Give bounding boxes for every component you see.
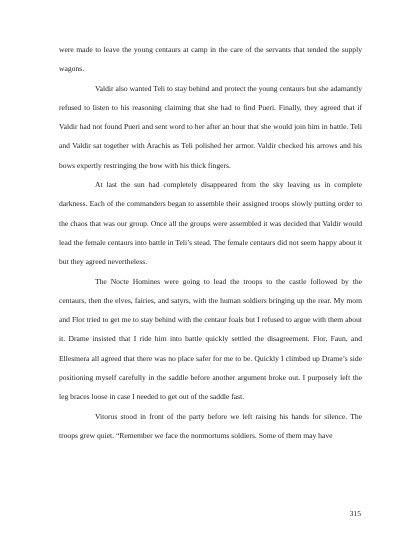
paragraph: At last the sun had completely disappeared from the sky leaving us in complete darkness. Each of the commanders began to assemble their assigned troops slowly putting order to the chaos that was our group. Once all the groups were assembled it was decided that Valdir would lead the female centaurs into battle in Teli’s stead. The female centaurs did not seem happy about it but they agreed nevertheless. bbox=[59, 180, 362, 267]
paragraph: were made to leave the young centaurs at camp in the care of the servants that tended the supply wagons. bbox=[59, 45, 362, 74]
page-number: 315 bbox=[349, 509, 361, 518]
paragraph: The Nocte Homines were going to lead the troops to the castle followed by the centaurs, then the elves, fairies, and satyrs, with the human soldiers bringing up the rear. My mom and Flor tried to get me to stay behind with the centaur foals but I refused to argue with them about it. Drame insisted that I ride him into battle quickly settled the disagreement. Flor, Faun, and Ellesmera all agreed that there was no place safer for me to be. Quickly I climbed up Drame’s side positioning myself carefully in the saddle before another argument broke out. I purposely left the leg braces loose in case I needed to get out of the saddle fast. bbox=[59, 276, 362, 402]
body-text bbox=[59, 40, 362, 445]
paragraph: Vitorus stood in front of the party before we left raising his hands for silence. The troops grew quiet. “Remember we face the nonmortums soldiers. Some of them may have bbox=[59, 411, 362, 440]
paragraph: Valdir also wanted Teli to stay behind and protect the young centaurs but she adamantly refused to listen to his reasoning claiming that she had to find Pueri. Finally, they agreed that if Valdir had not found Pueri and sent word to her after an hour that she would join him in battle. Teli and Valdir sat together with Arachis as Teli polished her armor. Valdir checked his arrows and his bows expertly restringing the bow with his thick fingers. bbox=[59, 83, 362, 170]
